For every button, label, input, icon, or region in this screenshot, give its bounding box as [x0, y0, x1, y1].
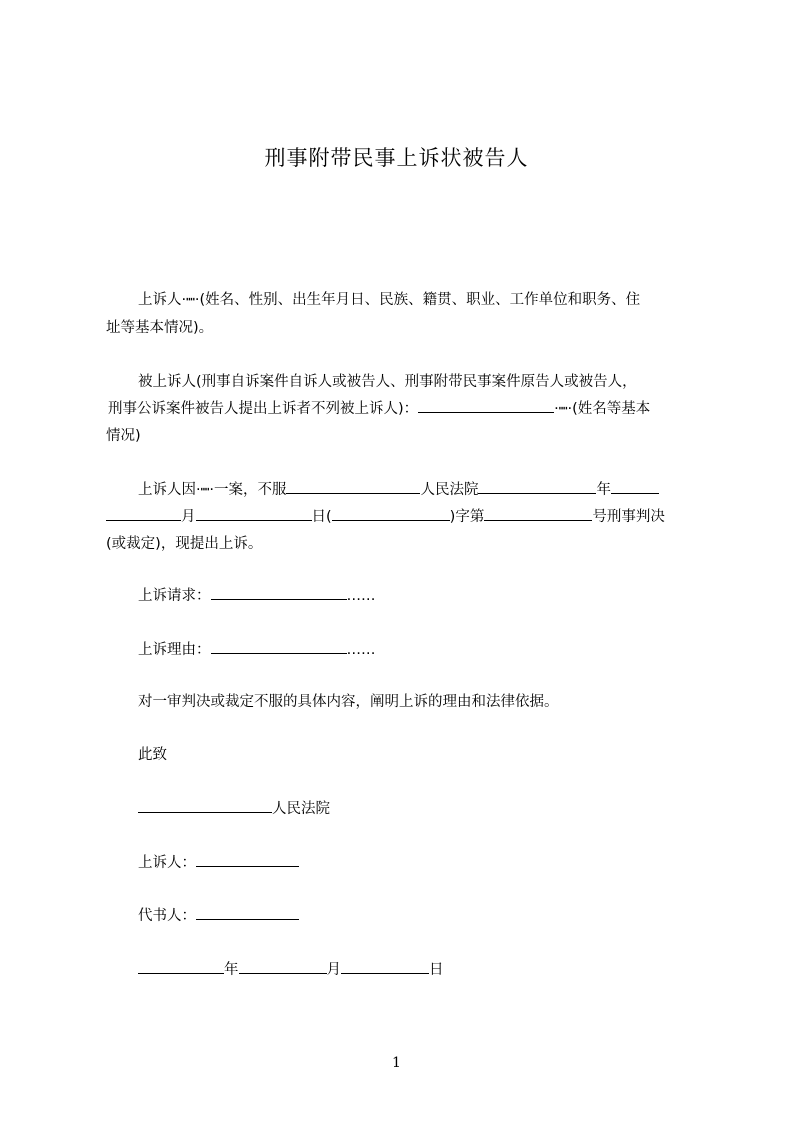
appellant-info-line-2: 址等基本情况)。: [106, 320, 214, 336]
case-text-intro: 上诉人因·┉·一案，不服: [138, 482, 287, 498]
salutation: 此致: [138, 747, 167, 763]
scribe-signature-blank: [196, 906, 299, 920]
date-year-label: 年: [224, 962, 239, 978]
date-line: [138, 960, 444, 980]
date-day-label: 日: [429, 962, 444, 978]
explanation-line: 对一审判决或裁定不服的具体内容，阐明上诉的理由和法律依据。: [138, 694, 559, 710]
scribe-signature-label: 代书人：: [138, 908, 196, 924]
respondent-info-text: 刑事公诉案件被告人提出上诉者不列被上诉人)：: [108, 401, 419, 417]
appellant-signature-blank: [196, 853, 299, 867]
appellant-signature-label: 上诉人：: [138, 855, 196, 871]
case-line-1: [138, 480, 659, 500]
case-text-day: 日(: [311, 509, 332, 525]
respondent-info-line-3: 情况): [106, 428, 141, 444]
page-number: 1: [392, 1055, 401, 1071]
recipient-court-blank: [138, 799, 272, 813]
court-line: [138, 799, 330, 819]
respondent-info-line-1: 被上诉人(刑事自诉案件自诉人或被告人、刑事附带民事案件原告人或被告人，: [138, 374, 637, 390]
case-text-judgment: 号刑事判决: [592, 509, 665, 525]
appeal-reason-ellipsis: ……: [346, 642, 376, 658]
year-blank: [478, 480, 596, 494]
date-day-blank: [341, 960, 429, 974]
date-month-label: 月: [326, 962, 341, 978]
respondent-info-tail: ·┉·(姓名等基本: [554, 401, 651, 417]
case-text-zi: )字第: [449, 509, 485, 525]
appeal-request-ellipsis: ……: [346, 588, 376, 604]
date-month-blank: [239, 960, 327, 974]
scribe-signature-line: [138, 906, 299, 926]
appeal-reason-blank: [211, 640, 347, 654]
recipient-court-suffix: 人民法院: [272, 801, 330, 817]
document-title: 刑事附带民事上诉状被告人: [264, 146, 529, 170]
case-code-blank: [332, 507, 450, 521]
case-line-2: [106, 507, 665, 527]
month-blank-part: [611, 480, 659, 494]
case-text-court: 人民法院: [420, 482, 479, 498]
month-blank: [106, 507, 181, 521]
case-text-year: 年: [596, 482, 611, 498]
case-line-3: (或裁定)，现提出上诉。: [106, 536, 263, 552]
appeal-request-blank: [211, 586, 347, 600]
appeal-reason-line: [138, 640, 376, 660]
court-name-blank: [286, 480, 420, 494]
appeal-request-line: [138, 586, 376, 606]
appellant-info-line-1: 上诉人·┉·(姓名、性别、出生年月日、民族、籍贯、职业、工作单位和职务、住: [138, 292, 641, 308]
appeal-reason-label: 上诉理由：: [138, 642, 211, 658]
respondent-name-blank: [418, 399, 554, 413]
respondent-info-line-2: [108, 399, 650, 419]
case-text-month: 月: [181, 509, 196, 525]
day-blank: [196, 507, 312, 521]
appellant-signature-line: [138, 853, 299, 873]
appeal-request-label: 上诉请求：: [138, 588, 211, 604]
case-number-blank: [484, 507, 592, 521]
date-year-blank: [138, 960, 224, 974]
